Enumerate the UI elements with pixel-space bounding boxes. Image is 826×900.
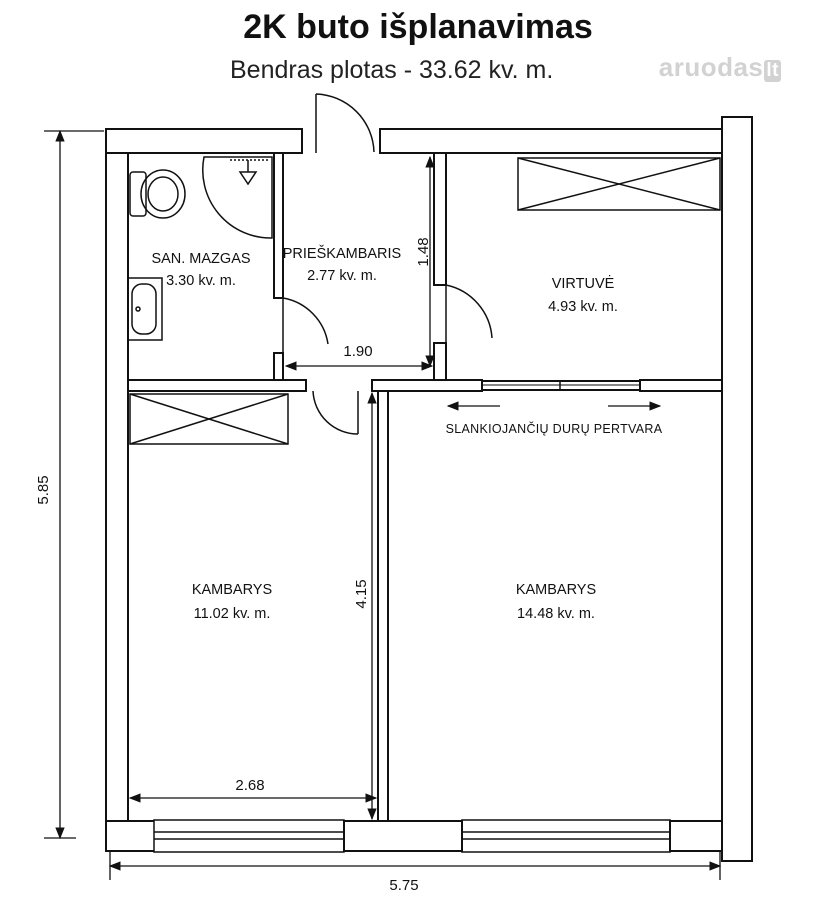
room-left-name: KAMBARYS	[191, 582, 273, 598]
kitchen-name: VIRTUVĖ	[551, 276, 615, 292]
dim-hallway-height: 1.48	[415, 237, 432, 267]
wardrobe	[130, 394, 288, 444]
plan-title: 2K buto išplanavimas	[243, 8, 593, 46]
outer-walls	[106, 117, 752, 861]
sink-icon	[128, 278, 162, 340]
kitchen-area: 4.93 kv. m.	[548, 299, 618, 315]
room-right-name: KAMBARYS	[515, 582, 597, 598]
dim-room-left-width: 2.68	[235, 777, 265, 794]
toilet-icon	[130, 170, 185, 218]
dim-hallway-width: 1.90	[343, 343, 373, 360]
kitchen-counter	[518, 158, 720, 210]
hallway-name: PRIEŠKAMBARIS	[282, 246, 402, 262]
shower-icon	[203, 157, 272, 238]
hallway-area: 2.77 kv. m.	[307, 268, 377, 284]
plan-subtitle: Bendras plotas - 33.62 kv. m.	[230, 56, 554, 84]
room-right-area: 14.48 kv. m.	[517, 606, 595, 622]
dim-room-left-height: 4.15	[353, 579, 370, 609]
bathroom-name: SAN. MAZGAS	[151, 251, 251, 267]
watermark-tld: lt	[766, 60, 779, 81]
dim-total-width: 5.75	[389, 877, 419, 894]
sliding-partition-note: SLANKIOJANČIŲ DURŲ PERTVARA	[445, 422, 663, 436]
dim-total-height: 5.85	[35, 475, 52, 505]
watermark-brand: aruodas	[658, 52, 764, 82]
windows	[154, 820, 722, 852]
bathroom-area: 3.30 kv. m.	[166, 273, 236, 289]
room-left-area: 11.02 kv. m.	[193, 606, 271, 622]
